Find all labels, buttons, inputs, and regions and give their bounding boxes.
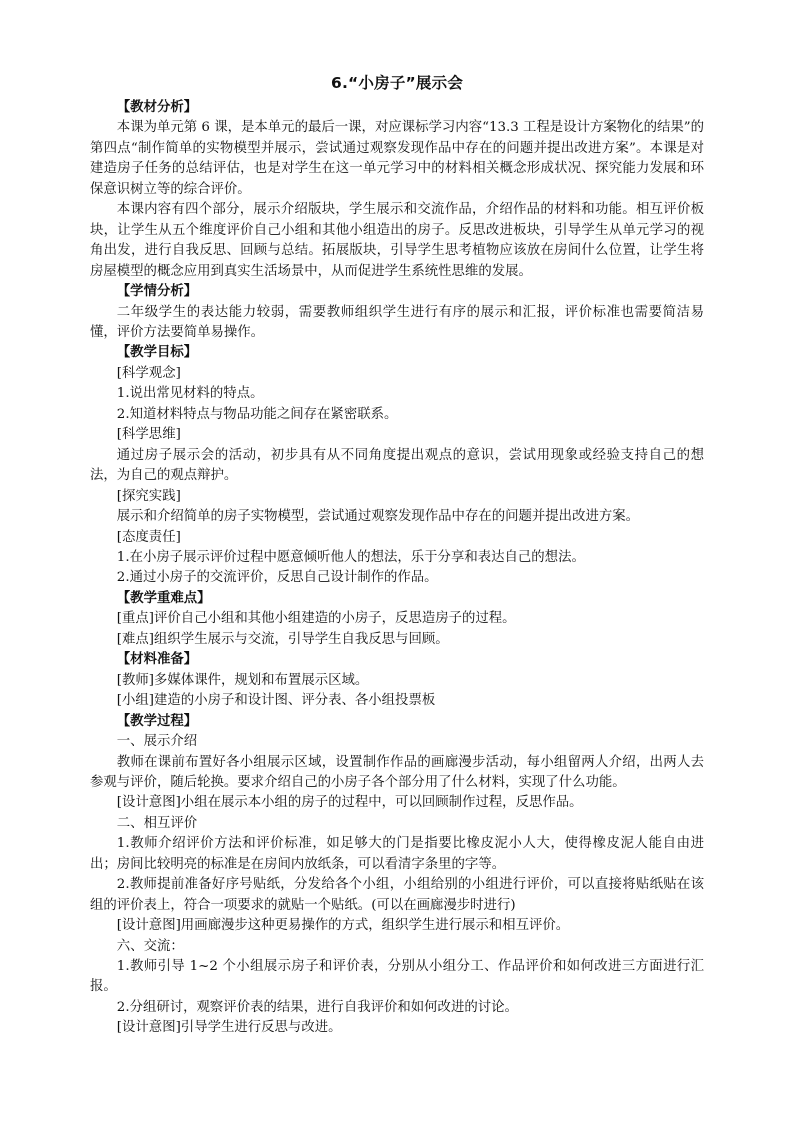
- list-item: 2.分组研讨，观察评价表的结果，进行自我评价和如何改进的讨论。: [116, 999, 518, 1015]
- paragraph: [难点]组织学生展示与交流，引导学生自我反思与回顾。: [116, 631, 449, 647]
- subheading: [科学观念]: [116, 365, 181, 381]
- list-item: 2.通过小房子的交流评价，反思自己设计制作的作品。: [116, 570, 438, 586]
- subheading: 六、交流：: [116, 938, 184, 954]
- paragraph: 二年级学生的表达能力较弱，需要教师组织学生进行有序的展示和汇报，评价标准也需要简洁易懂，评价方法要简单易操作。: [90, 304, 704, 340]
- section-heading: 【教学过程】: [116, 713, 198, 729]
- paragraph: [设计意图]用画廊漫步这种更易操作的方式，组织学生进行展示和相互评价。: [116, 918, 570, 934]
- section-heading: 【学情分析】: [116, 284, 198, 300]
- document-page: [90, 74, 704, 1039]
- paragraph: [设计意图]引导学生进行反思与改进。: [116, 1020, 342, 1036]
- paragraph: [教师]多媒体课件，规划和布置展示区域。: [116, 672, 369, 688]
- paragraph: 展示和介绍简单的房子实物模型，尝试通过观察发现作品中存在的问题并提出改进方案。: [116, 509, 640, 525]
- list-item: 2.教师提前准备好序号贴纸，分发给各个小组，小组给别的小组进行评价，可以直接将贴纸贴在该组的评价表上，符合一项要求的就贴一个贴纸。(可以在画廊漫步时进行): [90, 877, 704, 913]
- subheading: [态度责任]: [116, 529, 181, 545]
- list-item: 1.说出常见材料的特点。: [116, 386, 264, 402]
- section-heading: 【材料准备】: [116, 652, 198, 668]
- list-item: 2.知道材料特点与物品功能之间存在紧密联系。: [116, 406, 398, 422]
- subheading: 二、相互评价: [116, 815, 198, 831]
- paragraph: [重点]评价自己小组和其他小组建造的小房子，反思造房子的过程。: [116, 611, 516, 627]
- subheading: [探究实践]: [116, 488, 181, 504]
- section-heading: 【教材分析】: [116, 100, 198, 115]
- paragraph: 教师在课前布置好各小组展示区域，设置制作作品的画廊漫步活动，每小组留两人介绍，出两人去参观与评价，随后轮换。要求介绍自己的小房子各个部分用了什么材料，实现了什么功能。: [90, 754, 704, 790]
- paragraph: [设计意图]小组在展示本小组的房子的过程中，可以回顾制作过程，反思作品。: [116, 795, 583, 811]
- document-title: 6.“小房子”展示会: [330, 74, 464, 92]
- subheading: 一、展示介绍: [116, 734, 198, 750]
- paragraph: 本课为单元第 6 课，是本单元的最后一课，对应课标学习内容“13.3 工程是设计方案物化的结果”的第四点“制作简单的实物模型并展示，尝试通过观察发现作品中存在的问题并提出改进方案”。本课是对建造房子任务的总结评估，也是对学生在这一单元学习中的材料相关概念形成状况、探究能力发展和环保意识树立等的综合评价。: [90, 120, 704, 197]
- section-heading: 【教学重难点】: [116, 590, 211, 606]
- subheading: [科学思维]: [116, 427, 181, 443]
- list-item: 1.教师介绍评价方法和评价标准，如足够大的门是指要比橡皮泥小人大，使得橡皮泥人能自由进出；房间比较明亮的标准是在房间内放纸条，可以看清字条里的字等。: [90, 836, 704, 872]
- section-heading: 【教学目标】: [116, 345, 198, 361]
- list-item: 1.教师引导 1~2 个小组展示房子和评价表，分别从小组分工、作品评价和如何改进三方面进行汇报。: [90, 959, 704, 995]
- paragraph: [小组]建造的小房子和设计图、评分表、各小组投票板: [116, 693, 436, 709]
- document-body: [90, 98, 704, 1039]
- paragraph: 本课内容有四个部分，展示介绍版块，学生展示和交流作品，介绍作品的材料和功能。相互评价板块，让学生从五个维度评价自己小组和其他小组造出的房子。反思改进板块，引导学生从单元学习的视角出发，进行自我反思、回顾与总结。拓展版块，引导学生思考植物应该放在房间什么位置，让学生将房屋模型的概念应用到真实生活场景中，从而促进学生系统性思维的发展。: [90, 202, 704, 279]
- list-item: 1.在小房子展示评价过程中愿意倾听他人的想法，乐于分享和表达自己的想法。: [116, 549, 585, 565]
- paragraph: 通过房子展示会的活动，初步具有从不同角度提出观点的意识，尝试用现象或经验支持自己的想法，为自己的观点辩护。: [90, 447, 704, 484]
